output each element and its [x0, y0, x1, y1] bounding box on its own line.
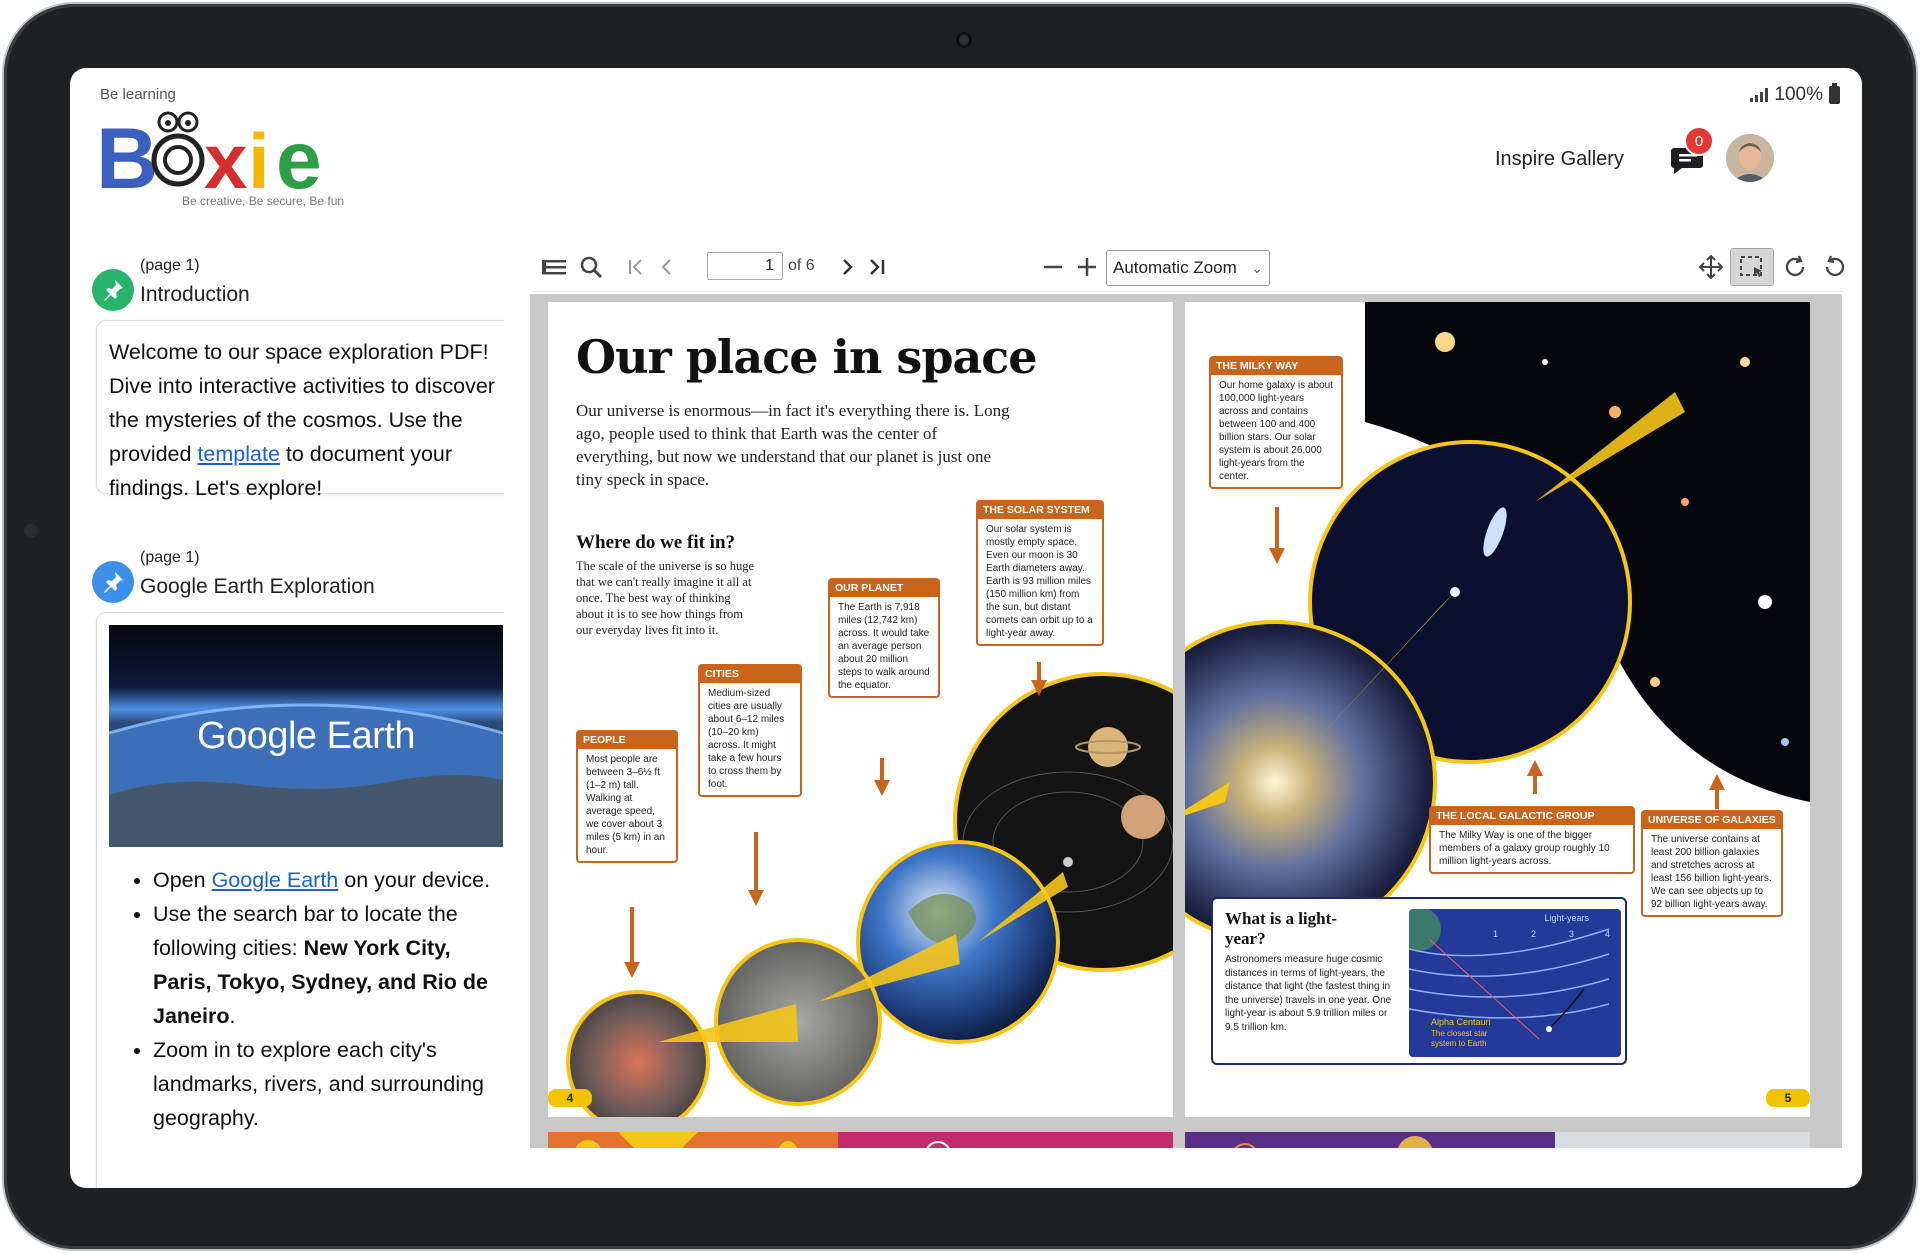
side-button	[24, 524, 38, 538]
solar-system-box: THE SOLAR SYSTEM Our solar system is mostly empty space. Even our moon is 30 Earth diameters away. Earth is 93 million miles (150 million km) from the sun, but distant comets can orbit up to a light-year away.	[976, 500, 1104, 646]
screen	[70, 68, 1862, 1188]
pdf-document-area[interactable]	[530, 294, 1842, 1148]
google-earth-section-header[interactable]	[82, 545, 502, 605]
local-group-box: THE LOCAL GALACTIC GROUP The Milky Way is one of the bigger members of a galaxy group roughly 10 million light-years across.	[1429, 806, 1635, 874]
sidebar-toggle-icon[interactable]	[538, 250, 572, 284]
where-text: The scale of the universe is so huge that we can't really imagine it all at once. The best way of thinking about it is to see how things from our everyday lives fit into it.	[576, 559, 755, 637]
light-year-tick: 4	[1605, 929, 1611, 939]
step-item: • Open Google Earth on your device.	[153, 863, 504, 897]
page-number-right: 5	[1766, 1089, 1810, 1107]
light-year-diagram	[1409, 909, 1621, 1057]
page-count: of 6	[788, 257, 815, 274]
cities-box: CITIES Medium-sized cities are usually about 6–12 miles (10–20 km) across. It might take a few hours to cross them by foot.	[698, 664, 802, 797]
step-item: • Zoom in to explore each city's landmarks, rivers, and surrounding geography.	[153, 1033, 504, 1135]
chevron-down-icon: ⌄	[1251, 260, 1263, 276]
svg-text:e: e	[276, 115, 322, 198]
next-page-left-preview	[548, 1132, 1173, 1148]
battery-label: 100%	[1774, 84, 1823, 105]
light-year-tick: 1	[1493, 929, 1499, 939]
google-earth-page-ref: (page 1)	[140, 549, 200, 566]
pin-icon	[92, 269, 134, 311]
alpha-centauri-text: The closest star system to Earth	[1431, 1029, 1488, 1048]
google-earth-steps	[109, 863, 504, 1135]
scale-illustration	[548, 302, 1173, 1117]
page-number-input[interactable]	[707, 252, 783, 280]
camera	[956, 32, 972, 48]
next-page-icon[interactable]	[830, 250, 864, 284]
people-box: PEOPLE Most people are between 3–6½ ft (1–2 m) tall. Walking at average speed, we cover about 3 miles (5 km) in an hour.	[576, 730, 678, 863]
zoom-select[interactable]: Automatic Zoom ⌄	[1106, 250, 1270, 286]
light-year-text: Astronomers measure huge cosmic distances in terms of light-years, the distance that light (the fastest thing in the universe) travels in one year. One light-year is about 5.9 trillion miles or 9.5 trillion km.	[1225, 954, 1392, 1033]
select-tool-icon[interactable]	[1730, 248, 1774, 286]
light-year-heading: What is a light-year?	[1225, 909, 1337, 948]
intro-page-ref: (page 1)	[140, 257, 200, 274]
google-earth-card	[96, 612, 504, 1188]
zoom-out-icon[interactable]	[1036, 250, 1070, 284]
svg-text:x: x	[204, 117, 248, 198]
pin-icon	[92, 561, 134, 603]
spread-intro: Our universe is enormous—in fact it's everything there is. Long ago, people used to think that Earth was the center of everything, but now we understand that our planet is just one tiny speck in space.	[576, 401, 1010, 489]
milky-way-box: THE MILKY WAY Our home galaxy is about 100,000 light-years across and contains between 100 and 400 billion stars. Our solar system is about 26,000 light-years from the center.	[1209, 356, 1343, 489]
google-earth-title: Google Earth Exploration	[140, 575, 375, 598]
tablet-frame	[4, 4, 1916, 1249]
inspire-gallery-link[interactable]: Inspire Gallery	[1495, 148, 1624, 170]
svg-text:B: B	[96, 111, 159, 198]
user-avatar[interactable]	[1726, 134, 1774, 182]
svg-text:i: i	[248, 117, 270, 198]
battery-icon	[1829, 86, 1840, 104]
previous-page-icon[interactable]	[650, 250, 684, 284]
search-icon[interactable]	[574, 250, 608, 284]
google-earth-link[interactable]: Google Earth	[211, 868, 339, 892]
step-item: • Use the search bar to locate the following cities: New York City, Paris, Tokyo, Sydney, and Rio de Janeiro.	[153, 897, 504, 1033]
our-planet-box: OUR PLANET The Earth is 7,918 miles (12,742 km) across. It would take an average person about 20 million steps to walk around the equator.	[828, 578, 940, 698]
last-page-icon[interactable]	[860, 250, 894, 284]
light-year-tick: 3	[1569, 929, 1575, 939]
signal-icon	[1750, 88, 1768, 102]
universe-box: UNIVERSE OF GALAXIES The universe contains at least 200 billion galaxies and stretches across at least 156 billion light-years. We can see objects up to 92 billion light-years away.	[1641, 810, 1783, 917]
light-year-tick: 2	[1531, 929, 1537, 939]
template-link[interactable]: template	[197, 442, 280, 466]
light-year-box	[1211, 897, 1627, 1065]
light-year-axis-label: Light-years	[1544, 913, 1589, 923]
spread-title: Our place in space	[576, 330, 1037, 384]
sidebar	[82, 253, 504, 1188]
next-page-right-preview	[1185, 1132, 1810, 1148]
pan-tool-icon[interactable]	[1694, 250, 1728, 284]
pdf-page-4	[548, 302, 1173, 1117]
intro-title: Introduction	[140, 283, 250, 306]
google-earth-image-title: Google Earth	[197, 715, 415, 757]
intro-section-header[interactable]	[82, 253, 502, 313]
pdf-viewer	[530, 240, 1842, 1148]
alpha-centauri-label: Alpha Centauri	[1431, 1017, 1491, 1027]
notification-badge: 0	[1684, 126, 1714, 156]
boxie-logo[interactable]	[96, 108, 356, 198]
first-page-icon[interactable]	[620, 250, 654, 284]
zoom-in-icon[interactable]	[1070, 250, 1104, 284]
intro-text: Welcome to our space exploration PDF! Dive into interactive activities to discover the mysteries of the cosmos. Use the provided template to document your findings. Let's explore!	[109, 340, 495, 500]
google-earth-image[interactable]	[109, 625, 503, 847]
page-number-left: 4	[548, 1089, 592, 1107]
rotate-clockwise-icon[interactable]	[1778, 250, 1812, 284]
rotate-counterclockwise-icon[interactable]	[1818, 250, 1852, 284]
intro-card	[96, 320, 504, 500]
status-bar	[1750, 84, 1840, 106]
tagline: Be creative, Be secure, Be fun	[182, 194, 345, 208]
pdf-toolbar	[530, 240, 1842, 292]
pdf-page-5	[1185, 302, 1810, 1117]
where-heading: Where do we fit in?	[576, 532, 736, 553]
brand-small-text: Be learning	[100, 86, 176, 103]
